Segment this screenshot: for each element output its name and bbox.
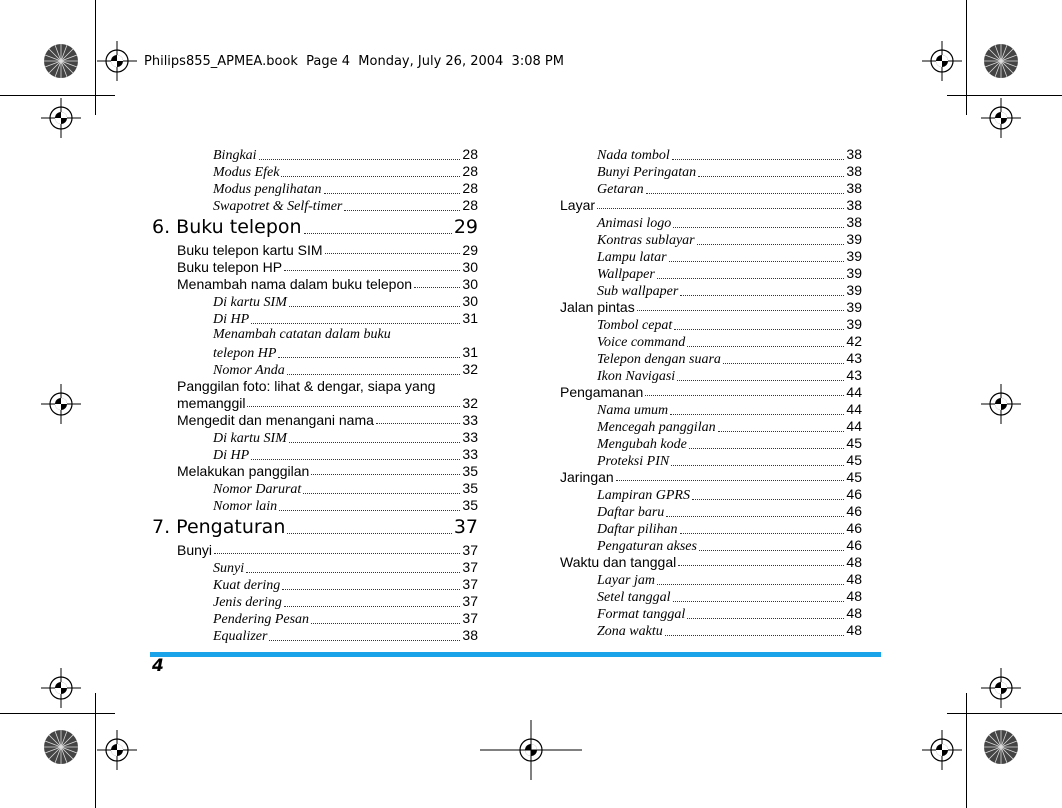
dot-leader <box>677 380 844 381</box>
toc-page-number: 37 <box>462 610 478 626</box>
toc-page-number: 37 <box>462 542 478 558</box>
toc-entry <box>213 497 478 515</box>
toc-entry-label: Nada tombol <box>597 148 670 163</box>
toc-entry <box>597 248 862 266</box>
toc-page-number: 38 <box>846 214 862 230</box>
toc-entry <box>597 520 862 538</box>
toc-entry-label: Di HP <box>213 448 250 463</box>
toc-entry <box>597 605 862 623</box>
toc-page-number: 29 <box>453 216 478 238</box>
toc-entry <box>597 503 862 521</box>
toc-entry-label: Jenis dering <box>213 595 282 610</box>
dot-leader <box>671 465 844 466</box>
dot-leader <box>289 306 461 307</box>
toc-entry-label: Lampu latar <box>597 250 667 265</box>
toc-entry <box>597 180 862 198</box>
dot-leader <box>646 193 845 194</box>
toc-entry-label: Ikon Navigasi <box>597 369 676 384</box>
dot-leader <box>678 565 844 566</box>
toc-entry <box>213 559 478 577</box>
toc-entry-label: 6. Buku telepon <box>152 216 302 238</box>
toc-page-number: 39 <box>846 316 862 332</box>
toc-entry-label: Mencegah panggilan <box>597 420 716 435</box>
toc-entry <box>597 367 862 385</box>
toc-entry <box>597 282 862 300</box>
dot-leader <box>680 295 844 296</box>
toc-entry <box>597 163 862 181</box>
toc-entry <box>177 378 435 394</box>
toc-page-number: 46 <box>846 520 862 536</box>
toc-entry-label: Jalan pintas <box>560 299 635 315</box>
toc-entry-label: Bunyi <box>177 542 213 558</box>
dot-leader <box>718 431 845 432</box>
toc-page-number: 43 <box>846 350 862 366</box>
registration-target-icon <box>981 98 1021 138</box>
toc-entry <box>213 446 478 464</box>
toc-entry <box>177 276 478 292</box>
toc-entry-label: Menambah catatan dalam buku <box>213 327 391 342</box>
toc-page-number: 28 <box>462 197 478 213</box>
toc-page-number: 42 <box>846 333 862 349</box>
toc-page-number: 46 <box>846 503 862 519</box>
registration-target-icon <box>922 41 962 81</box>
toc-entry-label: Format tanggal <box>597 607 686 622</box>
dot-leader <box>672 159 845 160</box>
toc-entry <box>213 310 478 328</box>
toc-section-heading <box>152 216 478 238</box>
dot-leader <box>325 253 461 254</box>
dot-leader <box>344 210 460 211</box>
toc-page-number: 33 <box>462 446 478 462</box>
toc-entry-label: Mengubah kode <box>597 437 687 452</box>
dot-leader <box>247 406 460 407</box>
toc-entry-label: Getaran <box>597 182 644 197</box>
toc-page-number: 31 <box>462 344 478 360</box>
toc-entry <box>597 588 862 606</box>
toc-entry-label: 7. Pengaturan <box>152 516 286 538</box>
dot-leader <box>657 584 844 585</box>
toc-entry <box>597 316 862 334</box>
toc-entry <box>560 554 862 570</box>
toc-entry <box>597 452 862 470</box>
toc-page-number: 45 <box>846 435 862 451</box>
toc-entry <box>177 463 478 479</box>
registration-target-icon <box>41 668 81 708</box>
footer-rule <box>150 652 881 657</box>
dot-leader <box>597 208 844 209</box>
starburst-icon <box>44 730 78 764</box>
toc-page-number: 48 <box>846 622 862 638</box>
toc-entry <box>213 293 478 311</box>
toc-entry-label: Swapotret & Self-timer <box>213 199 343 214</box>
toc-entry-label: Equalizer <box>213 629 268 644</box>
toc-entry-label: Bingkai <box>213 148 257 163</box>
toc-entry <box>597 622 862 640</box>
toc-page-number: 48 <box>846 554 862 570</box>
starburst-icon <box>44 44 78 78</box>
toc-entry <box>213 327 391 343</box>
dot-leader <box>673 227 844 228</box>
toc-page-number: 46 <box>846 486 862 502</box>
toc-entry-label: Melakukan panggilan <box>177 463 310 479</box>
registration-target-icon <box>97 730 137 770</box>
dot-leader <box>214 553 460 554</box>
dot-leader <box>278 357 460 358</box>
dot-leader <box>284 606 461 607</box>
toc-entry-label: Lampiran GPRS <box>597 488 690 503</box>
toc-page-number: 30 <box>462 259 478 275</box>
dot-leader <box>376 423 461 424</box>
dot-leader <box>269 640 460 641</box>
dot-leader <box>723 363 844 364</box>
dot-leader <box>665 635 845 636</box>
toc-entry-label: Mengedit dan menangani nama <box>177 412 374 428</box>
registration-target-icon <box>981 668 1021 708</box>
starburst-icon <box>984 730 1018 764</box>
dot-leader <box>699 550 844 551</box>
toc-page-number: 39 <box>846 231 862 247</box>
toc-page-number: 28 <box>462 180 478 196</box>
toc-entry-label: Daftar baru <box>597 505 665 520</box>
toc-entry-label: Animasi logo <box>597 216 672 231</box>
toc-entry <box>213 480 478 498</box>
toc-page-number: 38 <box>462 627 478 643</box>
dot-leader <box>689 448 845 449</box>
dot-leader <box>259 159 461 160</box>
toc-page-number: 39 <box>846 265 862 281</box>
toc-entry-label: Di kartu SIM <box>213 295 287 310</box>
toc-page-number: 30 <box>462 276 478 292</box>
toc-entry <box>213 429 478 447</box>
toc-entry <box>560 299 862 315</box>
toc-page-number: 48 <box>846 571 862 587</box>
toc-entry <box>597 265 862 283</box>
toc-entry <box>177 259 478 275</box>
registration-target-icon <box>981 384 1021 424</box>
toc-entry <box>560 197 862 213</box>
toc-entry-label: Nomor Darurat <box>213 482 302 497</box>
toc-entry <box>597 350 862 368</box>
toc-page-number: 43 <box>846 367 862 383</box>
toc-entry-label: Di HP <box>213 312 250 327</box>
toc-page-number: 35 <box>462 463 478 479</box>
dot-leader <box>281 176 460 177</box>
toc-entry <box>560 469 862 485</box>
toc-entry-label: Buku telepon kartu SIM <box>177 242 323 258</box>
toc-entry-label: Menambah nama dalam buku telepon <box>177 276 413 292</box>
toc-page-number: 38 <box>846 146 862 162</box>
toc-entry-label: Modus Efek <box>213 165 280 180</box>
dot-leader <box>282 589 460 590</box>
toc-entry <box>213 610 478 628</box>
toc-page-number: 45 <box>846 452 862 468</box>
toc-page-number: 30 <box>462 293 478 309</box>
dot-leader <box>304 233 452 234</box>
dot-leader <box>616 480 845 481</box>
toc-entry-label: Nomor Anda <box>213 363 285 378</box>
dot-leader <box>674 329 844 330</box>
toc-page-number: 44 <box>846 384 862 400</box>
toc-entry <box>597 418 862 436</box>
toc-entry <box>213 361 478 379</box>
print-header: Philips855_APMEA.book Page 4 Monday, July 26, 2004 3:08 PM <box>144 54 564 69</box>
dot-leader <box>303 493 460 494</box>
toc-entry-label: Layar <box>560 197 596 213</box>
dot-leader <box>324 193 461 194</box>
toc-page-number: 31 <box>462 310 478 326</box>
dot-leader <box>687 346 844 347</box>
toc-page-number: 38 <box>846 197 862 213</box>
dot-leader <box>287 374 461 375</box>
registration-target-icon <box>41 98 81 138</box>
toc-page-number: 39 <box>846 299 862 315</box>
dot-leader <box>670 414 844 415</box>
toc-section-heading <box>152 516 478 538</box>
toc-page-number: 44 <box>846 418 862 434</box>
dot-leader <box>687 618 844 619</box>
toc-entry-label: Sunyi <box>213 561 245 576</box>
starburst-icon <box>984 44 1018 78</box>
toc-page-number: 37 <box>462 576 478 592</box>
registration-target-icon <box>922 730 962 770</box>
toc-entry-label: Daftar pilihan <box>597 522 678 537</box>
dot-leader <box>692 499 844 500</box>
dot-leader <box>637 310 845 311</box>
toc-entry <box>213 593 478 611</box>
toc-entry-label: Proteksi PIN <box>597 454 670 469</box>
toc-entry-label: Tombol cepat <box>597 318 673 333</box>
toc-page-number: 46 <box>846 537 862 553</box>
toc-page-number: 37 <box>453 516 478 538</box>
toc-entry-label: Kontras sublayar <box>597 233 695 248</box>
toc-page-number: 29 <box>462 242 478 258</box>
dot-leader <box>645 395 844 396</box>
dot-leader <box>287 533 451 534</box>
toc-entry <box>560 384 862 400</box>
dot-leader <box>289 442 461 443</box>
toc-page-number: 48 <box>846 605 862 621</box>
toc-entry <box>177 542 478 558</box>
toc-entry-label: Sub wallpaper <box>597 284 679 299</box>
registration-target-icon <box>97 41 137 81</box>
toc-page-number: 48 <box>846 588 862 604</box>
toc-page-number: 35 <box>462 497 478 513</box>
dot-leader <box>666 516 844 517</box>
toc-entry-label: Setel tanggal <box>597 590 671 605</box>
toc-page-number: 39 <box>846 248 862 264</box>
toc-page-number: 44 <box>846 401 862 417</box>
toc-page-number: 33 <box>462 412 478 428</box>
toc-page-number: 38 <box>846 163 862 179</box>
toc-entry-label: Di kartu SIM <box>213 431 287 446</box>
dot-leader <box>284 270 460 271</box>
toc-entry-label: Zona waktu <box>597 624 663 639</box>
dot-leader <box>246 572 460 573</box>
toc-page-number: 37 <box>462 559 478 575</box>
dot-leader <box>697 244 845 245</box>
toc-entry-label: Pendering Pesan <box>213 612 310 627</box>
toc-entry <box>597 435 862 453</box>
dot-leader <box>698 176 844 177</box>
page-number: 4 <box>152 656 164 676</box>
toc-entry <box>213 627 478 645</box>
toc-page-number: 28 <box>462 163 478 179</box>
dot-leader <box>673 601 845 602</box>
toc-entry <box>597 214 862 232</box>
toc-page-number: 32 <box>462 395 478 411</box>
toc-entry-label: Panggilan foto: lihat & dengar, siapa yang <box>177 378 436 394</box>
toc-entry-label: Nama umum <box>597 403 669 418</box>
dot-leader <box>414 287 460 288</box>
toc-entry-label: Modus penglihatan <box>213 182 322 197</box>
toc-entry <box>177 412 478 428</box>
toc-entry-label: memanggil <box>177 395 246 411</box>
toc-entry <box>213 197 478 215</box>
dot-leader <box>251 323 460 324</box>
toc-page-number: 35 <box>462 480 478 496</box>
toc-entry <box>177 395 478 411</box>
toc-entry <box>597 571 862 589</box>
toc-entry-label: Voice command <box>597 335 686 350</box>
toc-entry-label: Layar jam <box>597 573 655 588</box>
dot-leader <box>657 278 845 279</box>
toc-entry <box>213 163 478 181</box>
registration-target-icon <box>41 384 81 424</box>
toc-entry <box>213 180 478 198</box>
dot-leader <box>669 261 845 262</box>
toc-entry <box>597 146 862 164</box>
toc-page-number: 33 <box>462 429 478 445</box>
toc-entry-label: Pengaturan akses <box>597 539 697 554</box>
toc-entry <box>597 486 862 504</box>
toc-entry-label: Jaringan <box>560 469 614 485</box>
toc-page-number: 28 <box>462 146 478 162</box>
toc-entry <box>597 231 862 249</box>
toc-page-number: 32 <box>462 361 478 377</box>
toc-page-number: 45 <box>846 469 862 485</box>
toc-entry-label: Wallpaper <box>597 267 655 282</box>
dot-leader <box>680 533 845 534</box>
toc-entry-label: Waktu dan tanggal <box>560 554 677 570</box>
toc-entry <box>597 333 862 351</box>
toc-entry <box>597 537 862 555</box>
toc-entry-label: Kuat dering <box>213 578 281 593</box>
toc-page-number: 37 <box>462 593 478 609</box>
toc-entry <box>597 401 862 419</box>
dot-leader <box>279 510 460 511</box>
toc-entry-label: telepon HP <box>213 346 277 361</box>
toc-entry-label: Bunyi Peringatan <box>597 165 697 180</box>
toc-page-number: 39 <box>846 282 862 298</box>
dot-leader <box>311 623 460 624</box>
toc-entry-label: Telepon dengan suara <box>597 352 721 367</box>
toc-page-number: 38 <box>846 180 862 196</box>
toc-entry <box>213 146 478 164</box>
toc-entry-label: Buku telepon HP <box>177 259 283 275</box>
toc-entry-label: Nomor lain <box>213 499 278 514</box>
toc-entry <box>177 242 478 258</box>
toc-entry <box>213 576 478 594</box>
toc-entry <box>213 344 478 362</box>
toc-entry-label: Pengamanan <box>560 384 644 400</box>
dot-leader <box>251 459 460 460</box>
dot-leader <box>311 474 460 475</box>
